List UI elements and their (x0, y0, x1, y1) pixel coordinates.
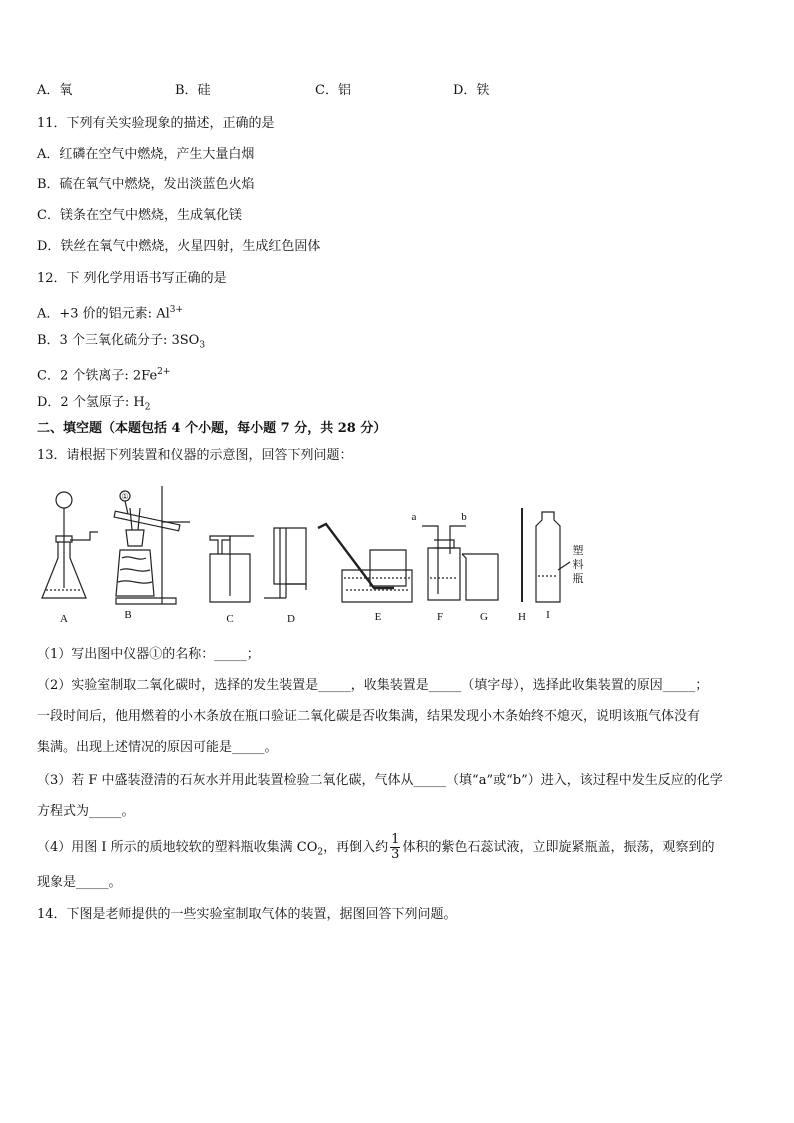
label-i: I (546, 609, 550, 621)
q10-option-d: D．铁 (453, 83, 490, 98)
q12-option-d (37, 394, 150, 417)
section-2-title: 二、填空题（本题包括 4 个小题，每小题 7 分，共 28 分） (37, 421, 387, 436)
q11-option-d: D．铁丝在氧气中燃烧，火星四射，生成红色固体 (37, 239, 321, 254)
apparatus-g (462, 554, 498, 600)
port-b-label: b (461, 511, 467, 523)
q13-part-4-line-2: 现象是_____。 (37, 875, 122, 890)
q12-b-text: B．3 个三氧化硫分子: 3SO (37, 333, 200, 348)
label-h: H (518, 611, 526, 623)
apparatus-e (318, 524, 412, 602)
apparatus-i (536, 512, 570, 602)
q11-option-b: B．硫在氧气中燃烧，发出淡蓝色火焰 (37, 177, 255, 192)
label-g: G (480, 611, 488, 623)
apparatus-a (42, 492, 98, 598)
label-e: E (374, 611, 382, 623)
q12-option-b (37, 332, 205, 355)
q12-stem: 12．下 列化学用语书写正确的是 (37, 271, 227, 286)
marker-1: ① (121, 492, 129, 501)
q13-part-4-line-1 (37, 830, 714, 871)
q13-part-2-line-3: 集满。出现上述情况的原因可能是_____。 (37, 740, 278, 755)
bottle-char-2: 料 (572, 559, 584, 571)
q12-d-text: D．2 个氢原子: H (37, 395, 145, 410)
q12-a-sup: 3+ (169, 305, 184, 315)
label-d: D (287, 613, 295, 625)
q10-option-b: B．硅 (175, 83, 211, 98)
q13-part-2-line-1: （2）实验室制取二氧化碳时，选择的发生装置是_____，收集装置是_____（填字母），选择此收集装置的原因_____； (37, 678, 709, 693)
q11-option-a: A．红磷在空气中燃烧，产生大量白烟 (37, 147, 255, 162)
q12-c-text: C．2 个铁离子: 2Fe (37, 368, 158, 384)
q11-stem: 11．下列有关实验现象的描述，正确的是 (37, 116, 275, 131)
q13-part-3-line-1: （3）若 F 中盛装澄清的石灰水并用此装置检验二氧化碳，气体从_____（填“a”或“b”）进入，该过程中发生反应的化学 (37, 773, 723, 788)
q10-options (37, 82, 489, 100)
fraction-numerator: 1 (391, 832, 400, 847)
q11-option-c: C．镁条在空气中燃烧，生成氧化镁 (37, 208, 242, 223)
fraction-one-third (390, 833, 400, 862)
bottle-char-1: 塑 (572, 545, 584, 557)
q14-stem: 14．下图是老师提供的一些实验室制取气体的装置，据图回答下列问题。 (37, 907, 457, 922)
q13-p4-sub: 2 (317, 847, 324, 858)
q12-option-c (37, 363, 170, 385)
q13-p4-pre: （4）用图 I 所示的质地较软的塑料瓶收集满 CO (37, 840, 318, 855)
apparatus-d (264, 528, 306, 598)
label-b: B (124, 609, 132, 621)
apparatus-diagram (30, 478, 590, 628)
fraction-denominator: 3 (391, 847, 400, 862)
label-c: C (226, 613, 234, 625)
port-a-label: a (411, 511, 417, 523)
q12-option-a (37, 301, 183, 323)
q13-p4-mid: ，再倒入约 (323, 840, 389, 855)
q12-a-text: A．+3 价的铝元素: Al (37, 306, 170, 322)
q13-part-1: （1）写出图中仪器①的名称：_____； (37, 647, 260, 662)
q13-part-2-line-2: 一段时间后，他用燃着的小木条放在瓶口验证二氧化碳是否收集满，结果发现小木条始终不熄灭，说明该瓶气体没有 (37, 709, 701, 724)
q13-part-3-line-2: 方程式为_____。 (37, 804, 135, 819)
q12-d-sub: 2 (144, 402, 151, 413)
label-a: A (60, 613, 68, 625)
q13-p4-post: 体积的紫色石蕊试液，立即旋紧瓶盖，振荡，观察到的 (402, 840, 715, 855)
apparatus-c (210, 536, 254, 602)
label-f: F (436, 611, 444, 623)
q10-option-c: C．铝 (315, 83, 351, 98)
apparatus-f (422, 526, 466, 600)
q12-b-sub: 3 (199, 340, 206, 351)
apparatus-b (114, 486, 190, 604)
q12-c-sup: 2+ (157, 367, 171, 377)
q13-stem: 13．请根据下列装置和仪器的示意图，回答下列问题： (37, 448, 353, 463)
bottle-char-3: 瓶 (572, 573, 584, 585)
q10-option-a: A．氧 (37, 83, 73, 98)
